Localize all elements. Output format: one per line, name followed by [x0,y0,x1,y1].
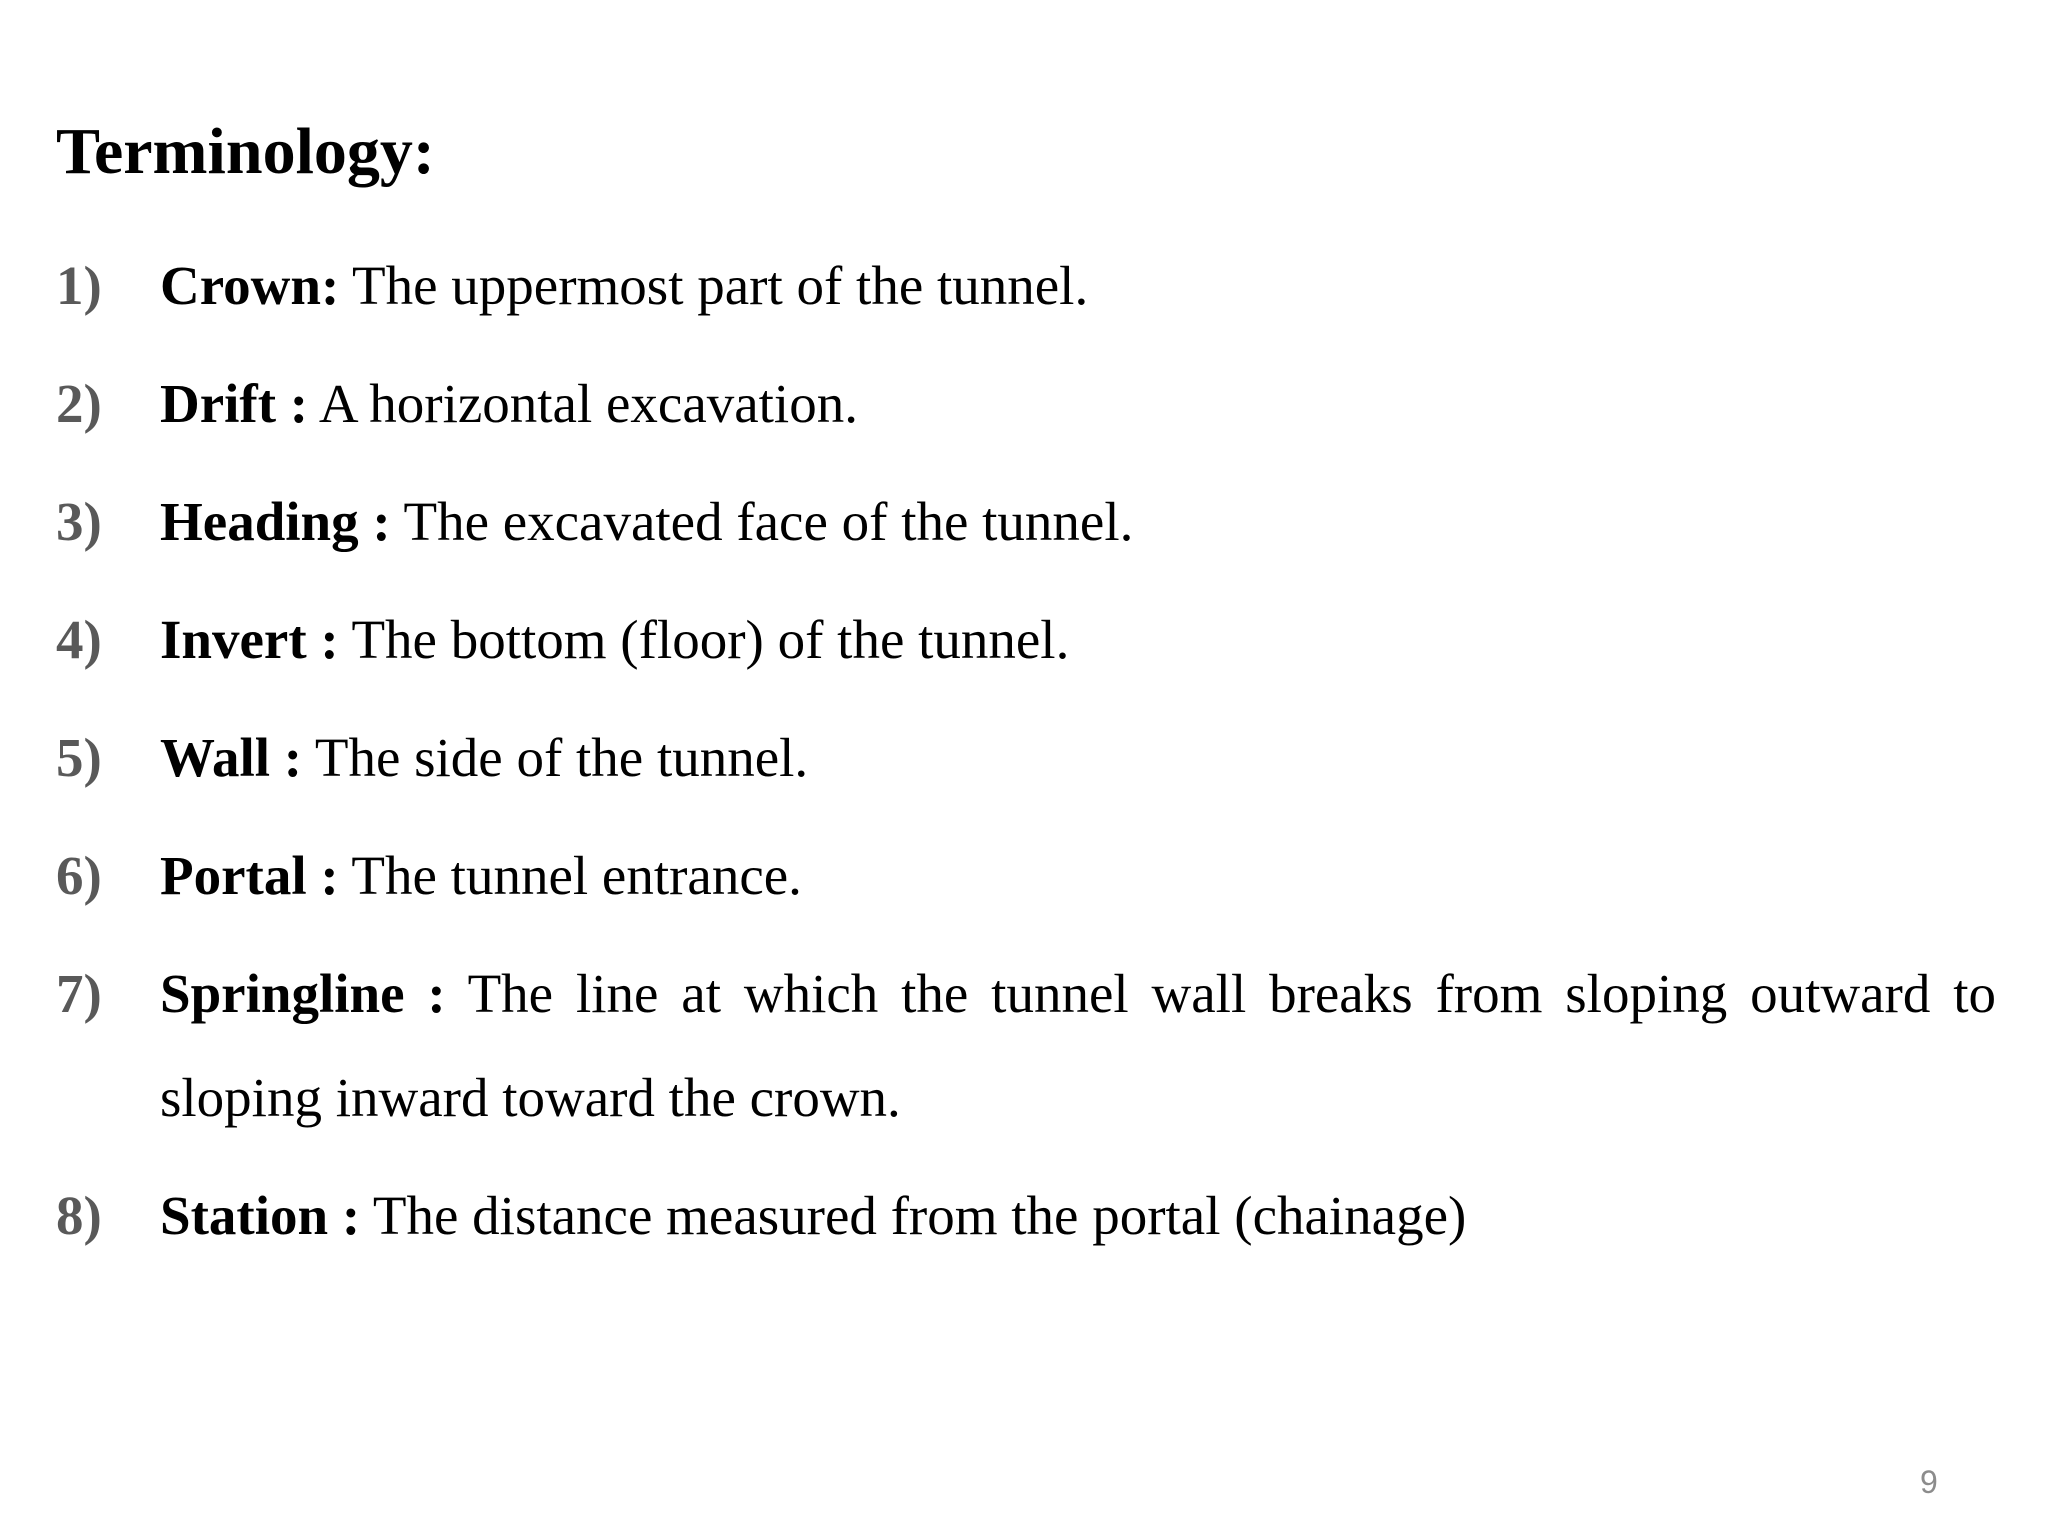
item-definition: The line at which the tunnel wall breaks from sloping outward to sloping inward toward the crown. [160,963,1996,1128]
item-body [160,845,802,906]
item-number: 7) [56,963,102,1024]
item-term: Portal : [160,845,339,906]
list-item-springline [56,942,1996,1150]
item-body [160,727,808,788]
item-definition: The uppermost part of the tunnel. [339,255,1089,316]
item-term: Station : [160,1185,361,1246]
item-definition: The side of the tunnel. [302,727,809,788]
item-body [160,942,1996,1150]
page-number: 9 [1920,1464,1938,1500]
list-item-drift [56,352,1996,456]
item-definition: The distance measured from the portal (chainage) [360,1185,1467,1246]
item-definition: The tunnel entrance. [338,845,802,906]
list-item-invert [56,588,1996,692]
list-item-wall [56,706,1996,810]
list-item-station [56,1164,1996,1268]
item-number: 5) [56,727,102,788]
item-number: 4) [56,609,102,670]
item-body [160,609,1069,670]
item-term: Springline : [160,963,446,1024]
item-number: 1) [56,255,102,316]
list-item-crown [56,234,1996,338]
item-term: Invert : [160,609,339,670]
item-term: Heading : [160,491,391,552]
item-definition: The bottom (floor) of the tunnel. [338,609,1070,670]
slide-title: Terminology: [56,115,435,188]
item-term: Wall : [160,727,303,788]
item-term: Crown: [160,255,340,316]
item-definition: A horizontal excavation. [308,373,858,434]
item-term: Drift : [160,373,309,434]
item-definition: The excavated face of the tunnel. [390,491,1134,552]
item-number: 6) [56,845,102,906]
item-number: 2) [56,373,102,434]
item-number: 8) [56,1185,102,1246]
item-body [160,373,858,434]
item-body [160,1185,1466,1246]
item-body [160,491,1133,552]
list-item-portal [56,824,1996,928]
list-item-heading [56,470,1996,574]
item-body [160,255,1088,316]
item-number: 3) [56,491,102,552]
terminology-list [56,234,1996,1282]
